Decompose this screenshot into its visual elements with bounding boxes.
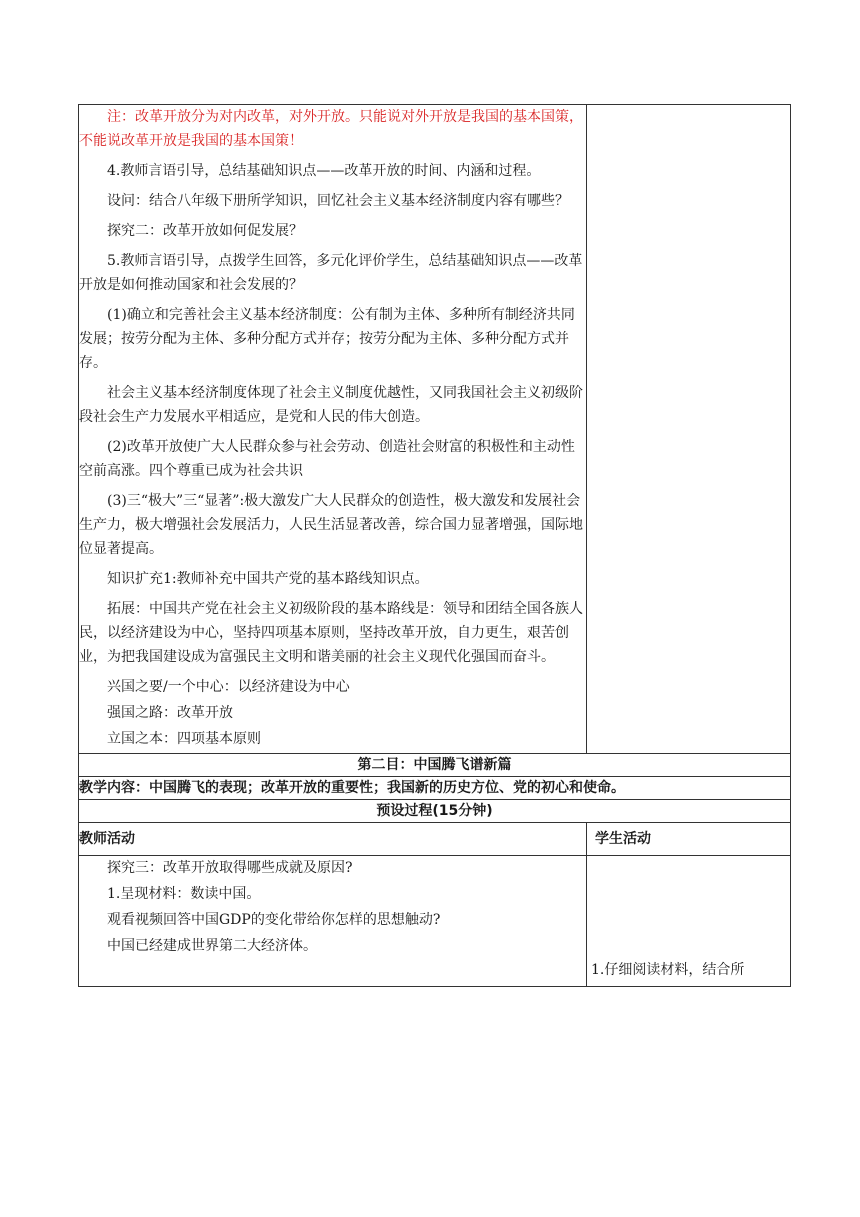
teaching-content: 教学内容：中国腾飞的表现；改革开放的重要性；我国新的历史方位、党的初心和使命。 — [79, 777, 791, 800]
paragraph: (2)改革开放使广大人民群众参与社会劳动、创造社会财富的积极性和主动性空前高涨。四个尊重已成为社会共识 — [79, 439, 575, 479]
paragraph: 立国之本：四项基本原则 — [107, 731, 261, 747]
paragraph: 观看视频回答中国GDP的变化带给你怎样的思想触动? — [107, 912, 441, 928]
teacher-activity-header: 教师活动 — [79, 823, 587, 856]
paragraph: 中国已经建成世界第二大经济体。 — [107, 938, 317, 954]
paragraph: 探究三：改革开放取得哪些成就及原因? — [107, 860, 353, 876]
paragraph: 4.教师言语引导，总结基础知识点——改革开放的时间、内涵和过程。 — [107, 163, 541, 179]
lesson-plan-table — [78, 104, 791, 987]
paragraph: (3)三“极大”三“显著”:极大激发广大人民群众的创造性，极大激发和发展社会生产力，极大增强社会发展活力，人民生活显著改善，综合国力显著增强，国际地位显著提高。 — [79, 493, 583, 557]
student-activity-text: 1.仔细阅读材料，结合所 — [591, 962, 745, 978]
paragraph: 5.教师言语引导，点拨学生回答，多元化评价学生，总结基础知识点——改革开放是如何推动国家和社会发展的？ — [79, 253, 583, 293]
paragraph: 设问：结合八年级下册所学知识，回忆社会主义基本经济制度内容有哪些？ — [107, 193, 569, 209]
paragraph: 社会主义基本经济制度体现了社会主义制度优越性，又同我国社会主义初级阶段社会生产力发展水平相适应，是党和人民的伟大创造。 — [79, 385, 583, 425]
paragraph: 强国之路：改革开放 — [107, 705, 233, 721]
teacher-activity-cell-2 — [79, 856, 587, 987]
paragraph: 知识扩充1:教师补充中国共产党的基本路线知识点。 — [107, 571, 429, 587]
section2-title: 第二目：中国腾飞谱新篇 — [79, 754, 791, 777]
student-activity-cell-empty — [587, 105, 791, 754]
paragraph: 拓展：中国共产党在社会主义初级阶段的基本路线是：领导和团结全国各族人民，以经济建设为中心，坚持四项基本原则，坚持改革开放，自力更生，艰苦创业，为把我国建设成为富强民主文明和谐美丽的社会主义现代化强国而奋斗。 — [79, 601, 583, 665]
paragraph: (1)确立和完善社会主义基本经济制度：公有制为主体、多种所有制经济共同发展；按劳分配为主体、多种分配方式并存；按劳分配为主体、多种分配方式并存。 — [79, 307, 575, 371]
section1-paragraphs — [79, 105, 586, 751]
teacher-activity-cell — [79, 105, 587, 754]
paragraph: 探究二：改革开放如何促发展？ — [107, 223, 303, 239]
student-activity-header: 学生活动 — [587, 823, 791, 856]
paragraph: 1.呈现材料：数读中国。 — [107, 886, 261, 902]
process-title: 预设过程(15分钟) — [79, 800, 791, 823]
section1-row — [79, 105, 791, 754]
paragraph: 兴国之要/一个中心：以经济建设为中心 — [107, 679, 350, 695]
student-activity-cell-2 — [587, 856, 791, 987]
paragraph: 注：改革开放分为对内改革，对外开放。只能说对外开放是我国的基本国策，不能说改革开放是我国的基本国策！ — [79, 109, 583, 149]
